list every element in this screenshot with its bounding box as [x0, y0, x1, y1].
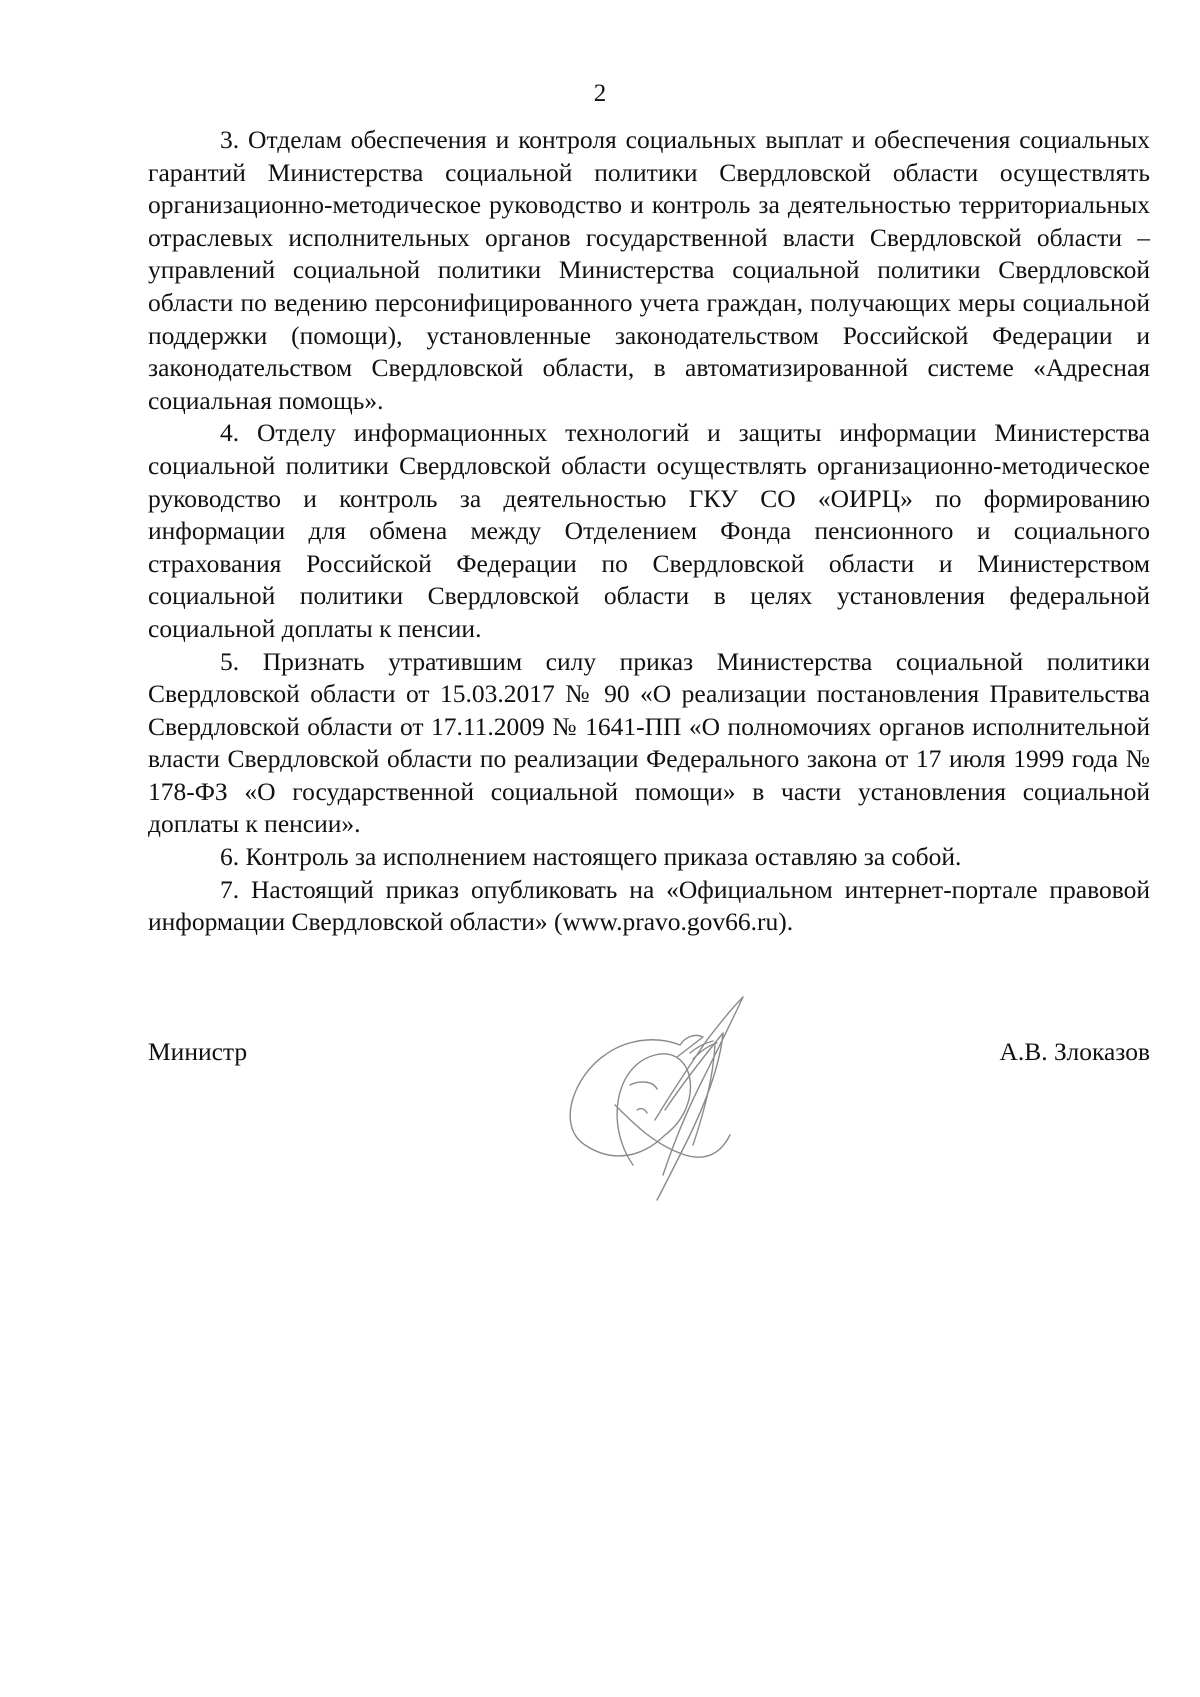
signatory-title: Министр [148, 1037, 248, 1066]
document-body [148, 124, 1150, 939]
signatory-name: А.В. Злоказов [999, 1037, 1150, 1066]
paragraph-5: 5. Признать утратившим силу приказ Министерства социальной политики Свердловской области от 15.03.2017 № 90 «О реализации постановления Правительства Свердловской области от 17.11.2009 № 1641-ПП «О полномочиях органов исполнительной власти Свердловской области по реализации Федерального закона от 17 июля 1999 года № 178-ФЗ «О государственной социальной помощи» в части установления социальной доплаты к пенсии». [148, 646, 1150, 839]
paragraph-7: 7. Настоящий приказ опубликовать на «Официальном интернет-портале правовой информации Свердловской области» (www.pravo.gov66.ru). [148, 874, 1150, 937]
paragraph-4: 4. Отделу информационных технологий и защиты информации Министерства социальной политики Свердловской области осуществлять организационно-методическое руководство и контроль за деятельностью ГКУ СО «ОИРЦ» по формированию информации для обмена между Отделением Фонда пенсионного и социального страхования Российской Федерации по Свердловской области и Министерством социальной политики Свердловской области в целях установления федеральной социальной доплаты к пенсии. [148, 418, 1150, 643]
handwritten-signature [545, 985, 805, 1255]
paragraph-3: 3. Отделам обеспечения и контроля социальных выплат и обеспечения социальных гарантий Министерства социальной политики Свердловской области осуществлять организационно-методическое руководство и контроль за деятельностью территориальных отраслевых исполнительных органов государственной власти Свердловской области – управлений социальной политики Министерства социальной политики Свердловской области по ведению персонифицированного учета граждан, получающих меры социальной поддержки (помощи), установленные законодательством Российской Федерации и законодательством Свердловской области, в автоматизированной системе «Адресная социальная помощь». [148, 125, 1150, 415]
page-number: 2 [593, 80, 607, 107]
paragraph-6: 6. Контроль за исполнением настоящего приказа оставляю за собой. [220, 842, 962, 872]
